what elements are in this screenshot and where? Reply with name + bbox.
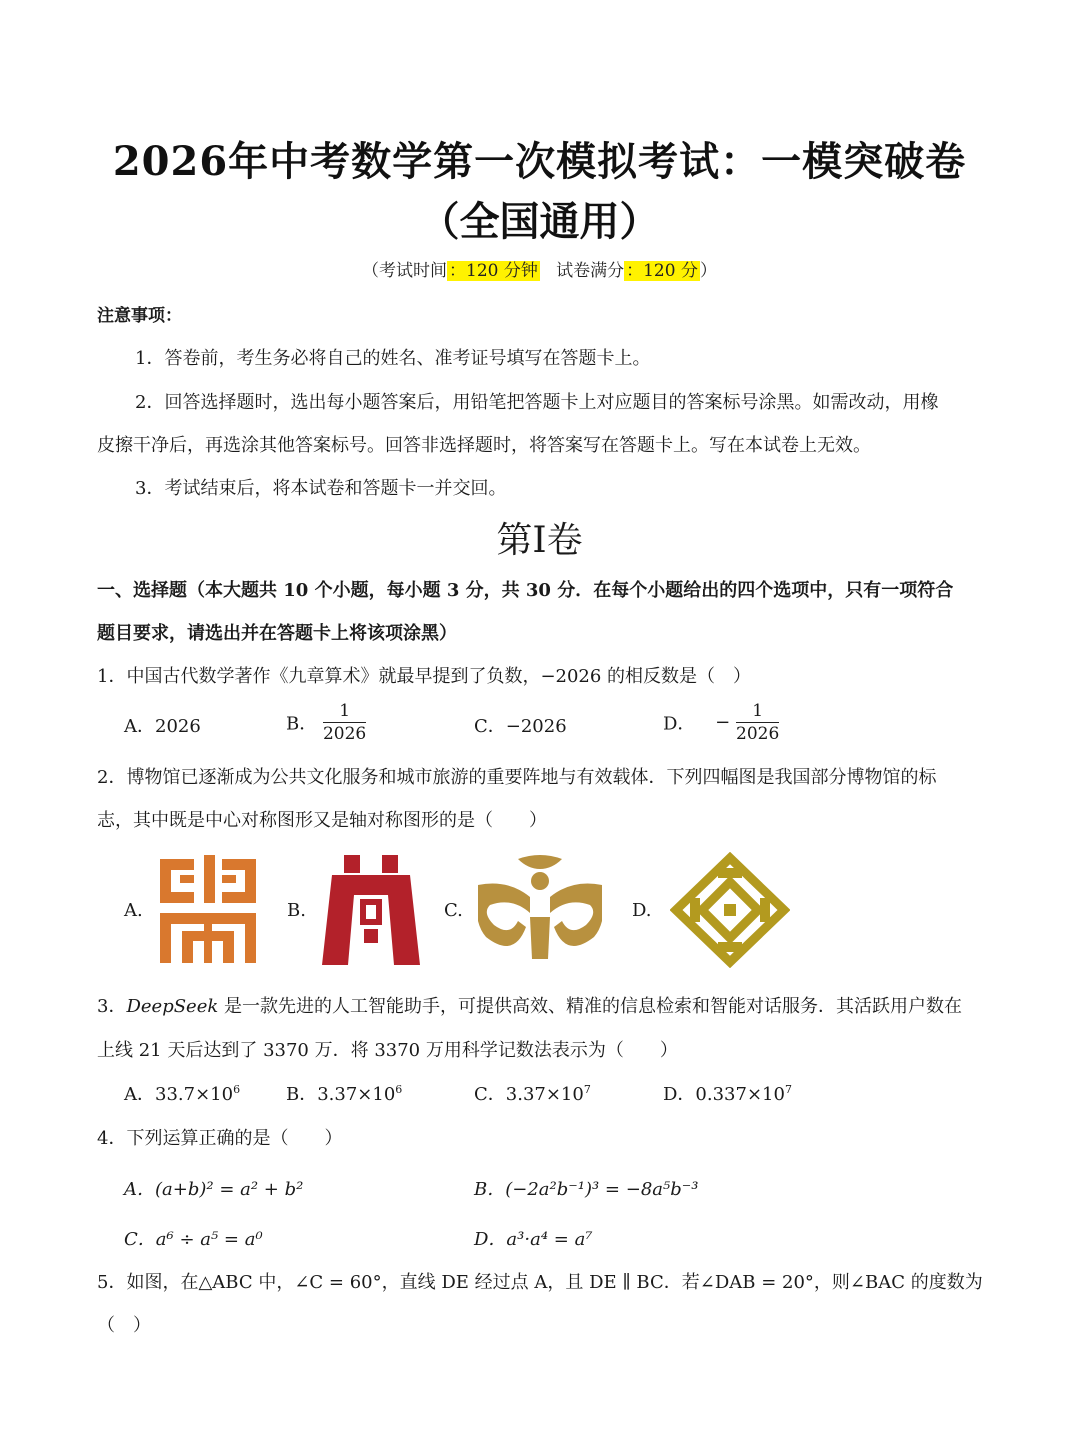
- section-title: 第Ⅰ卷: [496, 520, 583, 561]
- q2-label-b: B.: [287, 900, 306, 921]
- notice-item-3: 3．考试结束后，将本试卷和答题卡一并交回。: [135, 478, 507, 499]
- q3-d-exp: 7: [784, 1083, 792, 1096]
- q3-stem-1: [97, 992, 997, 1018]
- exam-info-open: （考试时间: [362, 261, 448, 281]
- museum-logo-a: [160, 855, 256, 963]
- q3-stem-rest: 是一款先进的人工智能助手，可提供高效、精准的信息检索和智能对话服务．其活跃用户数在: [218, 996, 962, 1017]
- q1-option-d-label: D．: [663, 713, 696, 735]
- q3-option-c: [474, 1080, 591, 1106]
- q4-option-b: B．(−2a²b⁻¹)³ = −8a⁵b⁻³: [474, 1179, 699, 1200]
- q5-stem: 5．如图，在△ABC 中，∠C = 60°，直线 DE 经过点 A，且 DE ∥ BC．若∠DAB = 20°，则∠BAC 的度数为: [97, 1272, 983, 1293]
- exam-time-highlight: ：120 分钟: [449, 261, 538, 281]
- part1-heading-2: 题目要求，请选出并在答题卡上将该项涂黑）: [97, 623, 457, 644]
- q2-label-a: A.: [124, 900, 143, 921]
- q3-option-b: [286, 1080, 402, 1106]
- q1-option-c: C．−2026: [474, 716, 567, 737]
- q3-a-base: A．33.7×10: [124, 1084, 234, 1105]
- q1-option-d-fraction: [736, 700, 779, 745]
- q4-option-a: A．(a+b)² = a² + b²: [124, 1179, 304, 1200]
- q1-option-a: A．2026: [124, 716, 201, 737]
- q5-paren: （ ）: [97, 1315, 151, 1336]
- q1-b-denominator: 2026: [322, 724, 367, 744]
- q3-b-exp: 6: [395, 1083, 403, 1096]
- q3-option-a: [124, 1080, 240, 1106]
- q3-c-exp: 7: [583, 1083, 591, 1096]
- notice-item-1: 1．答卷前，考生务必将自己的姓名、准考证号填写在答题卡上。: [135, 348, 651, 369]
- museum-logo-b: [322, 855, 420, 965]
- q2-label-d: D.: [632, 900, 652, 921]
- q1-stem: 1．中国古代数学著作《九章算术》就最早提到了负数，−2026 的相反数是（ ）: [97, 666, 752, 687]
- exam-info-close: ）: [699, 261, 717, 281]
- notice-item-2b: 皮擦干净后，再选涂其他答案标号。回答非选择题时，将答案写在答题卡上。写在本试卷上无效。: [97, 435, 871, 456]
- museum-logo-c: [478, 855, 602, 959]
- q3-d-base: D．0.337×10: [663, 1084, 785, 1105]
- q1-b-numerator: 1: [323, 700, 366, 723]
- q3-option-d: [663, 1080, 792, 1106]
- q1-option-d: [663, 700, 779, 745]
- q2-stem-1: 2．博物馆已逐渐成为公共文化服务和城市旅游的重要阵地与有效载体．下列四幅图是我国部分博物馆的标: [97, 767, 937, 788]
- notice-item-2a: 2．回答选择题时，选出每小题答案后，用铅笔把答题卡上对应题目的答案标号涂黑。如需改动，用橡: [135, 392, 939, 413]
- q3-stem-2: 上线 21 天后达到了 3370 万．将 3370 万用科学记数法表示为（ ）: [97, 1040, 678, 1061]
- q3-stem-prefix: 3．: [97, 996, 127, 1017]
- q1-option-b: [286, 700, 366, 745]
- q3-a-exp: 6: [233, 1083, 241, 1096]
- q4-stem: 4．下列运算正确的是（ ）: [97, 1128, 343, 1149]
- q4-option-d: D．a³·a⁴ = a⁷: [474, 1229, 593, 1250]
- exam-info: [0, 256, 1079, 281]
- q3-b-base: B．3.37×10: [286, 1084, 396, 1105]
- notice-heading: 注意事项：: [97, 306, 182, 326]
- exam-score-highlight: ：120 分: [626, 261, 698, 281]
- q1-option-b-fraction: [323, 700, 366, 745]
- q3-deepseek: DeepSeek: [126, 996, 219, 1017]
- q1-d-numerator: 1: [736, 700, 779, 723]
- part1-heading-1: 一、选择题（本大题共 10 个小题，每小题 3 分，共 30 分．在每个小题给出的四个选项中，只有一项符合: [97, 580, 954, 601]
- q1-d-denominator: 2026: [736, 724, 780, 744]
- title-line-1: 2026年中考数学第一次模拟考试：一模突破卷: [112, 138, 967, 185]
- q3-c-base: C．3.37×10: [474, 1084, 584, 1105]
- q1-option-b-label: B．: [286, 713, 318, 735]
- q4-option-c: C．a⁶ ÷ a⁵ = a⁰: [124, 1229, 263, 1250]
- q2-label-c: C.: [444, 900, 463, 921]
- q1-option-d-sign: −: [715, 712, 731, 733]
- exam-info-mid: 试卷满分: [556, 261, 625, 281]
- title-line-2: （全国通用）: [419, 198, 660, 245]
- museum-logo-d: [670, 852, 790, 968]
- q2-stem-2: 志，其中既是中心对称图形又是轴对称图形的是（ ）: [97, 810, 547, 831]
